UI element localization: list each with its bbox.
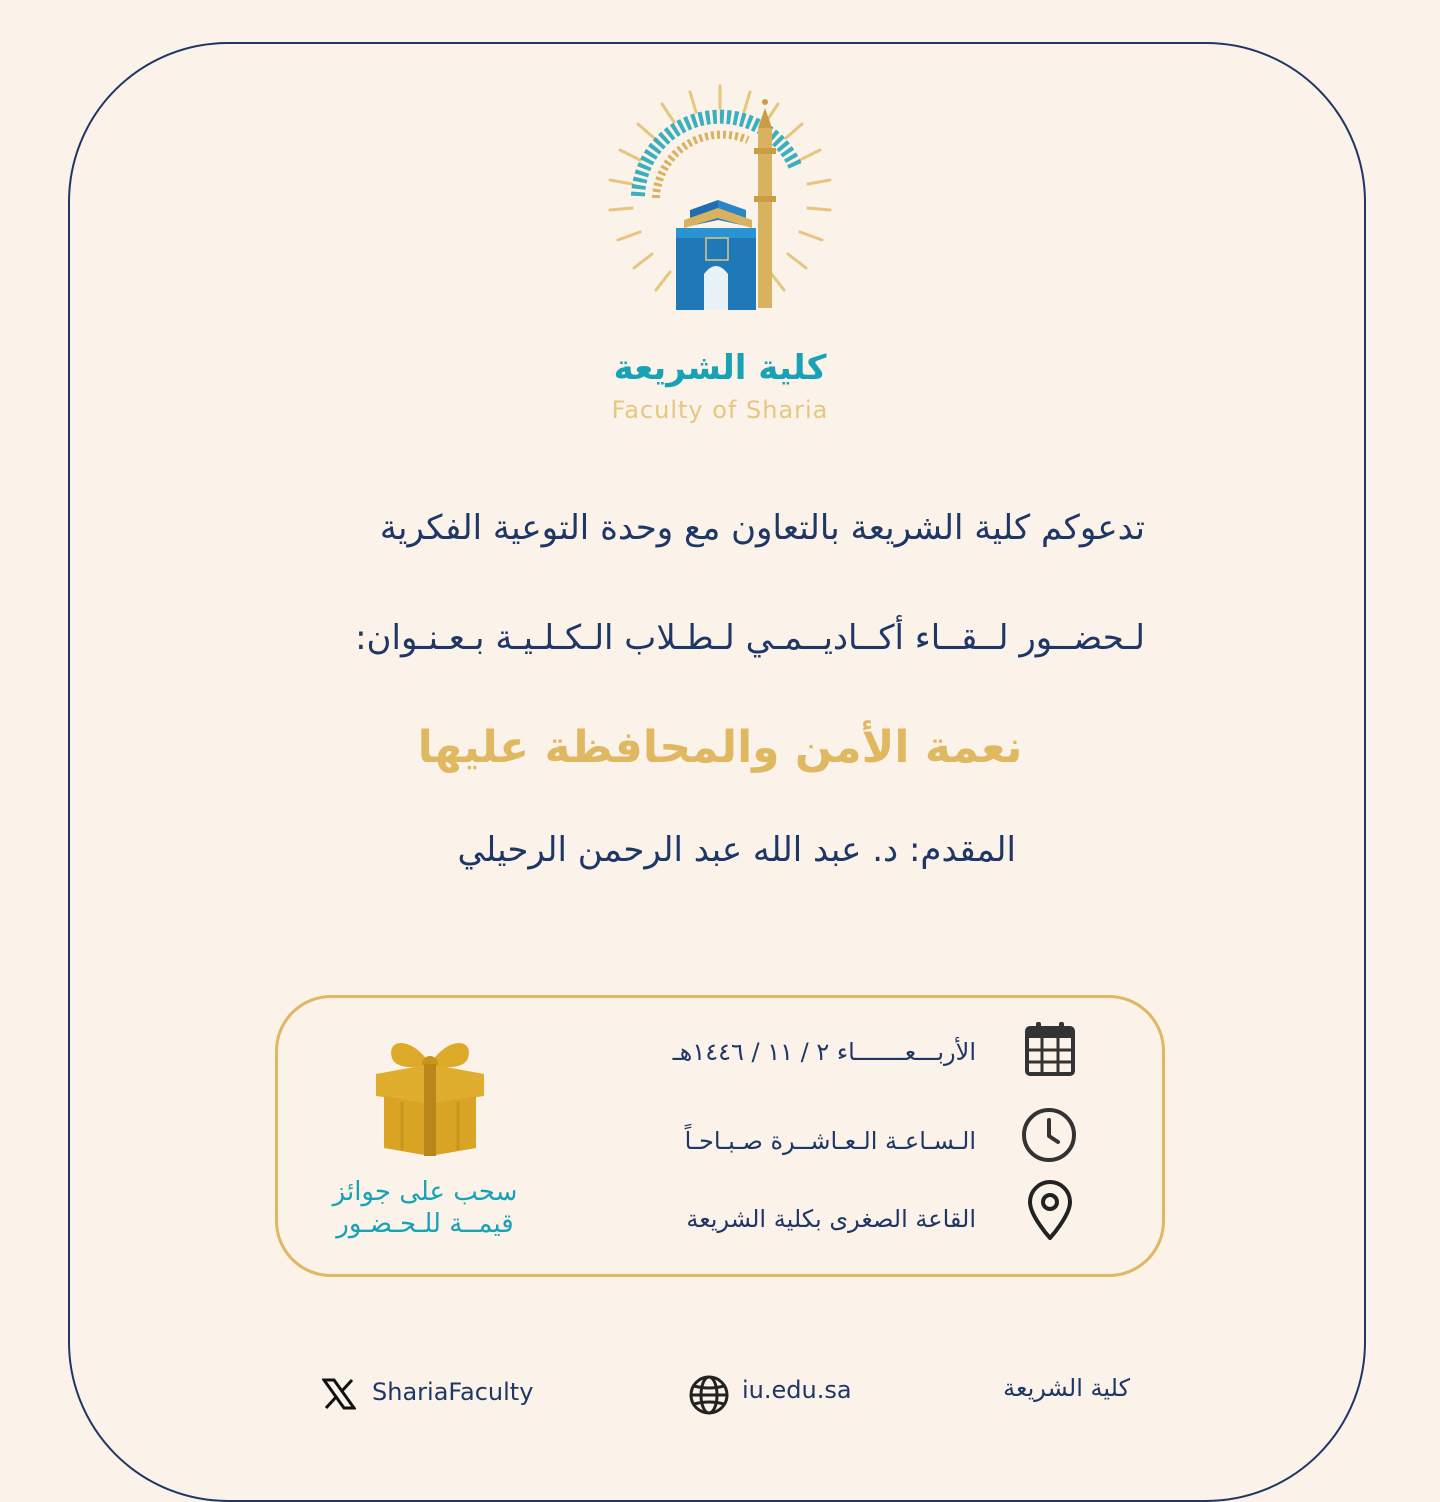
gift-icon xyxy=(372,1030,488,1156)
invitation-line-1: تدعوكم كلية الشريعة بالتعاون مع وحدة التوعية الفكرية xyxy=(379,508,1145,548)
calendar-icon xyxy=(1024,1020,1076,1078)
x-logo-icon[interactable] xyxy=(322,1378,356,1410)
event-title: نعمة الأمن والمحافظة عليها xyxy=(417,722,1023,773)
clock-icon xyxy=(1020,1106,1078,1164)
event-time: الـسـاعـة الـعـاشــرة صـبـاحـاً xyxy=(684,1127,976,1155)
website-link[interactable]: iu.edu.sa xyxy=(742,1376,852,1404)
invitation-line-2: لـحضــور لــقــاء أكــاديــمـي لـطـلاب الـكـلـيـة بـعـنـوان: xyxy=(355,618,1145,658)
x-handle-link[interactable]: ShariaFaculty xyxy=(372,1378,534,1406)
prize-line-1: سحب على جوائز xyxy=(332,1177,518,1207)
globe-icon xyxy=(688,1374,730,1416)
faculty-name-english: Faculty of Sharia xyxy=(611,396,829,424)
event-date: الأربـــعـــــــاء ٢ / ١١ / ١٤٤٦هـ xyxy=(672,1038,976,1066)
event-place: القاعة الصغرى بكلية الشريعة xyxy=(686,1205,976,1233)
prize-line-2: قيمــة للـحـضـور xyxy=(336,1209,514,1239)
islamic-university-emblem-icon xyxy=(598,78,842,322)
faculty-name-arabic: كلية الشريعة xyxy=(613,348,827,388)
presenter-name: المقدم: د. عبد الله عبد الرحمن الرحيلي xyxy=(457,830,1016,870)
location-pin-icon xyxy=(1026,1180,1074,1242)
footer-faculty-name: كلية الشريعة xyxy=(1003,1374,1130,1402)
